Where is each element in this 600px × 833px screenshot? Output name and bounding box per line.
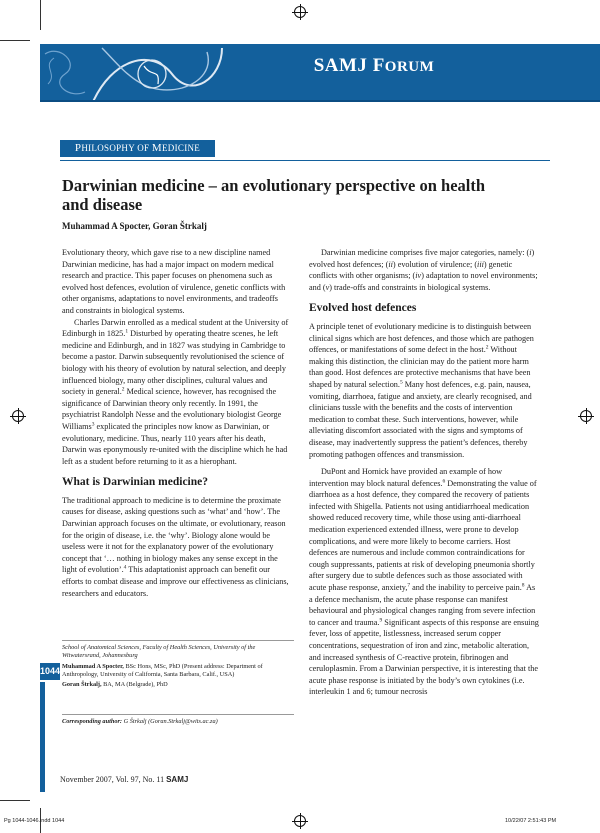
- article-authors: Muhammad A Spocter, Goran Štrkalj: [62, 221, 207, 231]
- section-tag-rest2: EDICINE: [162, 143, 201, 153]
- text-span: The traditional approach to medicine is to determine the proximate causes for disease, asking questions such as ‘what’ and ‘how’. The Darwinian approach focuses on the ultimate, or evolutionary, reason for the origin of disease, i.e. the ‘why’. Biology alone would be useless were it not for the explanatory power of the evolutionary concept that ‘… nothing in biology makes any sense except in the light of evolution’.: [62, 495, 286, 575]
- page-footer: [60, 775, 188, 784]
- banner-rule: [40, 100, 600, 102]
- left-column: [62, 247, 290, 599]
- list-numeral: i: [529, 248, 532, 257]
- reference-marker: 1: [125, 328, 129, 335]
- journal-banner: [40, 44, 600, 100]
- affiliation-rule: [62, 640, 294, 641]
- right-column: [309, 247, 539, 698]
- section-heading: Evolved host defences: [309, 302, 417, 315]
- text-span: Without making this distinction, the clinician may do the patient more harm than good. Host defences are protective mechanisms that have been shaped by natural selection.: [309, 345, 531, 389]
- section-rule: [60, 160, 550, 161]
- corresponding-rule: [62, 714, 294, 715]
- footer-issue: November 2007, Vol. 97, No. 11: [60, 775, 167, 784]
- body-paragraph: [309, 321, 539, 460]
- body-paragraph: [309, 466, 539, 698]
- text-span: explicated the principles now know as Darwinian, or evolutionary, medicine. Thus, nearly 110 years after his death, Darwin was eponymously re-united with the discipline which he had left as a student before returning to it as a hierophant.: [62, 421, 288, 466]
- affiliation-author: [62, 663, 294, 680]
- article-title: Darwinian medicine – an evolutionary perspective on health and disease: [62, 176, 486, 214]
- text-span: Charles Darwin enrolled as a medical student at the University of Edinburgh in 1825.: [62, 317, 289, 339]
- slug-filename: Pg 1044-1046.indd 1044: [4, 818, 65, 824]
- text-span: Darwinian medicine comprises five major categories, namely: (: [321, 248, 530, 257]
- text-span: ) evolution of virulence; (: [392, 259, 478, 269]
- registration-mark-bottom: [294, 815, 306, 827]
- corresponding-author: [62, 718, 294, 725]
- footer-journal: SAMJ: [166, 775, 189, 784]
- text-span: ) evolved host defences; (: [309, 248, 535, 269]
- affiliation-author-details: BSc Hons, MSc, PhD (Present address: Department of Anthropology, University of California, Santa Barbara, Calif., USA): [62, 662, 263, 678]
- text-span: Many host defences, e.g. pain, nausea, vomiting, diarrhoea, fatigue and anxiety, are clearly recognised, and clinicians tussle with the benefits and the costs of intervention medication to combat these. Such interventions, however, while alleviating discomfort associated with the signs and symptoms of disease, may inadvertently suppress the patient’s defences, thereby promoting pathogen offences and transmission.: [309, 379, 532, 459]
- text-span: This adaptationist approach can benefit our efforts to combat disease and improve our effectiveness as clinicians, researchers and educators.: [62, 565, 289, 598]
- registration-mark-right: [580, 410, 592, 422]
- list-numeral: iv: [415, 271, 422, 281]
- affiliations: [62, 644, 294, 691]
- crop-line: [0, 40, 30, 41]
- list-numeral: ii: [388, 259, 393, 269]
- reference-marker: 9: [379, 617, 383, 624]
- text-span: Disturbed by operating theatre scenes, he left medicine and Edinburgh, and in 1827 was studying in Cambridge to become a pastor. Darwin subsequently revolutionised the science of biology with his theory of evolution by natural selection, and deeply influenced biology, many other disciplines, cultural values and society in general.: [62, 329, 286, 397]
- banner-title-main: SAMJ: [313, 55, 368, 76]
- text-span: Medical science, however, has recognised the significance of Darwinian theory only recently. In 1991, the psychiatrist Randolph Nesse and the evolutionary biologist George Williams: [62, 387, 282, 431]
- banner-title-forum-rest: ORUM: [384, 59, 435, 75]
- reference-marker: 6: [442, 477, 446, 484]
- text-span: ) trade-offs and constraints in biological systems.: [329, 282, 491, 292]
- reference-marker: 2: [485, 344, 489, 351]
- reference-marker: 2: [121, 386, 125, 393]
- crop-line: [40, 0, 41, 30]
- crop-line: [0, 800, 30, 801]
- text-span: Demonstrating the value of diarrhoea as a host defence, they compared the recovery of patients infected with Shigella. Patients not using antidiarrhoeal medication showed reduced recovery time, while those using anti-diarrhoeal medication experienced extended illness, were prone to develop complications, and were more likely to become carriers. Host defences are numerous and include common contraindications for cough suppressants, patients at risk of developing pneumonia shortly after surgery due to subtle defences such as those associated with acute phase response, anxiety,: [309, 478, 537, 593]
- body-paragraph: [62, 495, 290, 599]
- corresponding-email: G Štrkalj (Goran.Strkalj@wits.ac.za): [122, 718, 218, 725]
- reference-marker: 5: [399, 379, 403, 386]
- banner-title: [40, 55, 600, 77]
- text-span: A principle tenet of evolutionary medicine is to distinguish between clinical signs which are host defences, and those which are pathogen offences, or manifestations of some defect in the host.: [309, 321, 534, 355]
- text-span: Significant aspects of this response are ensuing fever, loss of appetite, listlessness, increased serum copper concentrations, sequestration of iron and zinc, metabolic alteration, and increased synthesis of C-reactive protein, fibrinogen and ceruloplasmin. From a Darwinian perspective, it is interesting that the acute phase response is initiated by the body’s own cytokines (i.e. interleukin 1 and 6; tumour necrosis: [309, 617, 539, 697]
- section-heading: What is Darwinian medicine?: [62, 476, 208, 489]
- registration-mark-left: [12, 410, 24, 422]
- affiliation-author-name: Goran Štrkalj,: [62, 681, 102, 689]
- banner-title-forum-first: F: [372, 55, 385, 76]
- section-tag-rest: HILOSOPHY OF: [81, 143, 152, 153]
- reference-marker: 7: [407, 582, 411, 589]
- text-span: ) adaptation to novel environments; and (: [309, 271, 538, 292]
- abstract-paragraph: Evolutionary theory, which gave rise to a new discipline named Darwinian medicine, has had a major impact on modern medical research and practice. This paper focuses on phenomena such as evolved host defences, evolution of virulence, genetic conflicts with other organisms, adaptations to novel environments, and tradeoffs and constraints in biological systems.: [62, 248, 286, 315]
- reference-marker: 8: [521, 582, 525, 589]
- section-tag-first2: M: [151, 142, 162, 154]
- affiliation-author: [62, 681, 294, 689]
- text-span: ) genetic conflicts with other organisms; (: [309, 259, 513, 281]
- body-paragraph: [62, 317, 290, 468]
- page-number-tab: 1044: [40, 663, 60, 680]
- slug-timestamp: 10/22/07 2:51:43 PM: [505, 818, 557, 824]
- registration-mark-top: [294, 6, 306, 18]
- section-tag: [60, 140, 215, 157]
- reference-marker: 4: [123, 564, 127, 571]
- list-numeral: iii: [477, 259, 484, 269]
- affiliation-school: School of Anatomical Sciences, Faculty of Health Sciences, University of the Witwatersrand, Johannesburg: [62, 644, 256, 660]
- list-numeral: v: [325, 282, 330, 292]
- text-span: DuPont and Hornick have provided an example of how intervention may block natural defences.: [309, 467, 502, 488]
- page-edge-strip: [40, 682, 45, 792]
- corresponding-label: Corresponding author:: [62, 718, 123, 725]
- text-span: As a defence mechanism, the acute phase response can manifest behavioural and physiological changes ranging from severe infection to cancer and trauma.: [309, 583, 536, 627]
- reference-marker: 3: [91, 421, 95, 428]
- affiliation-author-name: Muhammad A Spocter,: [62, 662, 124, 670]
- body-paragraph: [309, 247, 539, 293]
- text-span: and the inability to perceive pain.: [410, 583, 522, 593]
- section-tag-first: P: [74, 142, 82, 154]
- affiliation-author-details: BA, MA (Belgrade), PhD: [101, 681, 168, 689]
